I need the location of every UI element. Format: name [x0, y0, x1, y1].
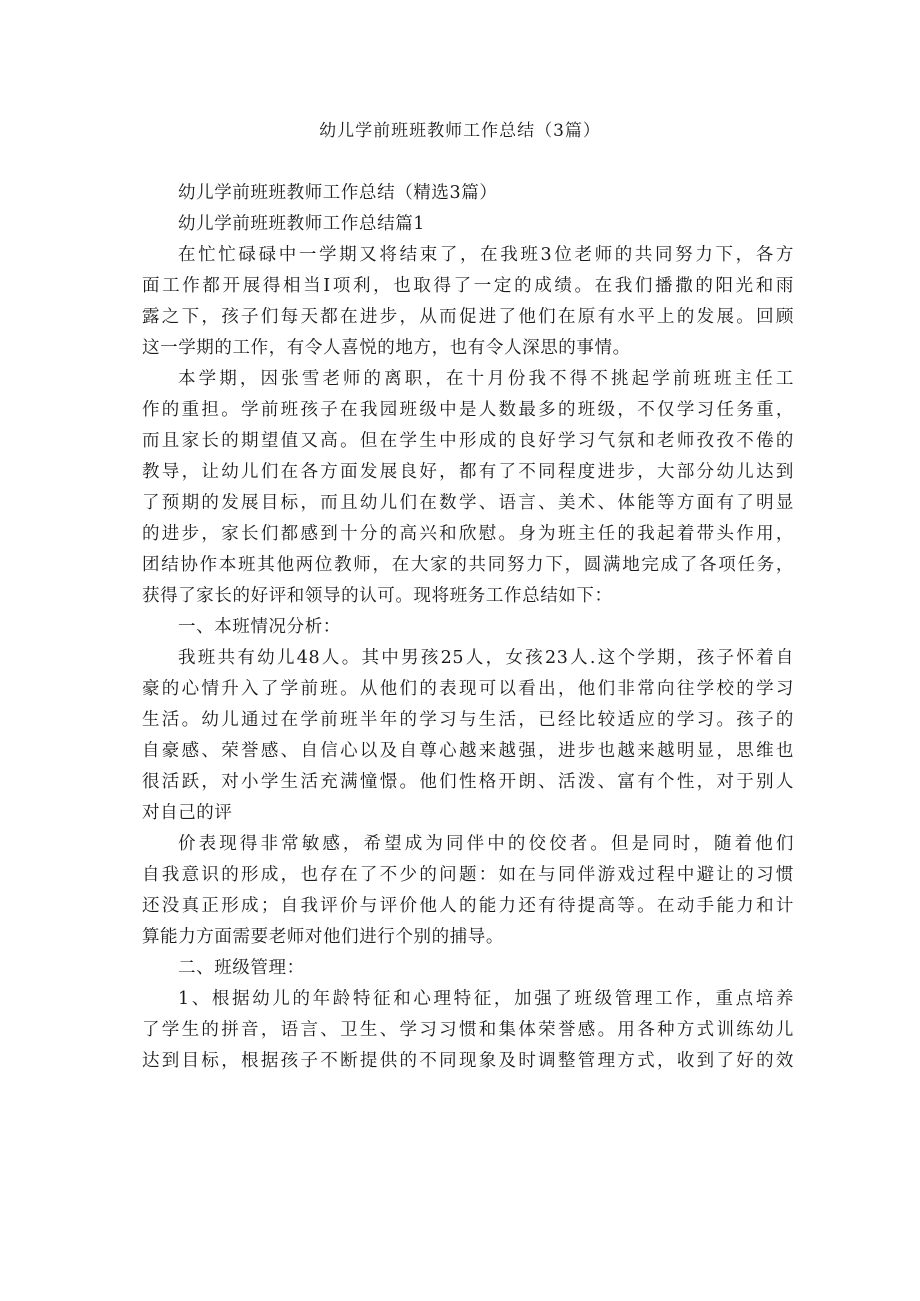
paragraph-line: 达到目标，根据孩子不断提供的不同现象及时调整管理方式，收到了好的效 [142, 1051, 794, 1071]
paragraph-line: 算能力方面需要老师对他们进行个别的捕导。 [142, 927, 504, 947]
paragraph-line: 露之下，孩子们每天都在进步，从而促进了他们在原有水平上的发展。回顾 [142, 307, 794, 327]
paragraph-line: 我班共有幼儿48人。其中男孩25人，女孩23人.这个学期，孩子怀着自 [178, 648, 794, 668]
paragraph-line: 这一学期的工作，有令人喜悦的地方，也有令人深思的事情。 [142, 338, 631, 358]
paragraph-line: 的进步，家长们都感到十分的高兴和欣慰。身为班主任的我起着带头作用， [142, 524, 794, 544]
paragraph-line: 了学生的拼音，语言、卫生、学习习惯和集体荣誉感。用各种方式训练幼儿 [142, 1020, 794, 1040]
document-title: 幼儿学前班班教师工作总结（3篇） [319, 121, 601, 141]
subtitle-line: 幼儿学前班班教师工作总结（精选3篇） [178, 183, 498, 203]
paragraph-line: 自豪感、荣誉感、自信心以及自尊心越来越强，进步也越来越明显，思维也 [142, 741, 794, 761]
paragraph-line: 豪的心情升入了学前班。从他们的表现可以看出，他们非常向往学校的学习 [142, 679, 794, 699]
paragraph-line: 本学期，因张雪老师的离职，在十月份我不得不挑起学前班班主任工 [178, 369, 794, 389]
paragraph-line: 作的重担。学前班孩子在我园班级中是人数最多的班级，不仅学习任务重， [142, 400, 794, 420]
paragraph-line: 了预期的发展目标，而且幼儿们在数学、语言、美术、体能等方面有了明显 [142, 493, 794, 513]
paragraph-line: 获得了家长的好评和领导的认可。现将班务工作总结如下： [142, 586, 613, 606]
paragraph-line: 还没真正形成；自我评价与评价他人的能力还有待提高等。在动手能力和计 [142, 896, 794, 916]
paragraph-line: 生活。幼儿通过在学前班半年的学习与生活，已经比较适应的学习。孩子的 [142, 710, 794, 730]
document-body [142, 178, 794, 1077]
section-heading-line: 幼儿学前班班教师工作总结篇1 [178, 214, 426, 234]
paragraph-line: 在忙忙碌碌中一学期又将结束了，在我班3位老师的共同努力下，各方 [178, 245, 794, 265]
paragraph-line: 教导，让幼儿们在各方面发展良好，都有了不同程度进步，大部分幼儿达到 [142, 462, 794, 482]
paragraph-line: 对自己的评 [142, 803, 233, 823]
paragraph-line: 团结协作本班其他两位教师，在大家的共同努力下，圆满地完成了各项任务， [142, 555, 794, 575]
section-heading-line: 一、本班情况分析： [178, 617, 341, 637]
paragraph-line: 自我意识的形成，也存在了不少的问题：如在与同伴游戏过程中避让的习惯 [142, 865, 794, 885]
section-heading-line: 二、班级管理： [178, 958, 305, 978]
paragraph-line: 而且家长的期望值又高。但在学生中形成的良好学习气氛和老师孜孜不倦的 [142, 431, 794, 451]
paragraph-line: 面工作都开展得相当I项利，也取得了一定的成绩。在我们播撒的阳光和雨 [142, 276, 794, 296]
paragraph-line: 1、根据幼儿的年龄特征和心理特征，加强了班级管理工作，重点培养 [178, 989, 794, 1009]
paragraph-line: 很活跃，对小学生活充满憧憬。他们性格开朗、活泼、富有个性，对于别人 [142, 772, 794, 792]
paragraph-line: 价表现得非常敏感，希望成为同伴中的佼佼者。但是同时，随着他们 [178, 834, 794, 854]
